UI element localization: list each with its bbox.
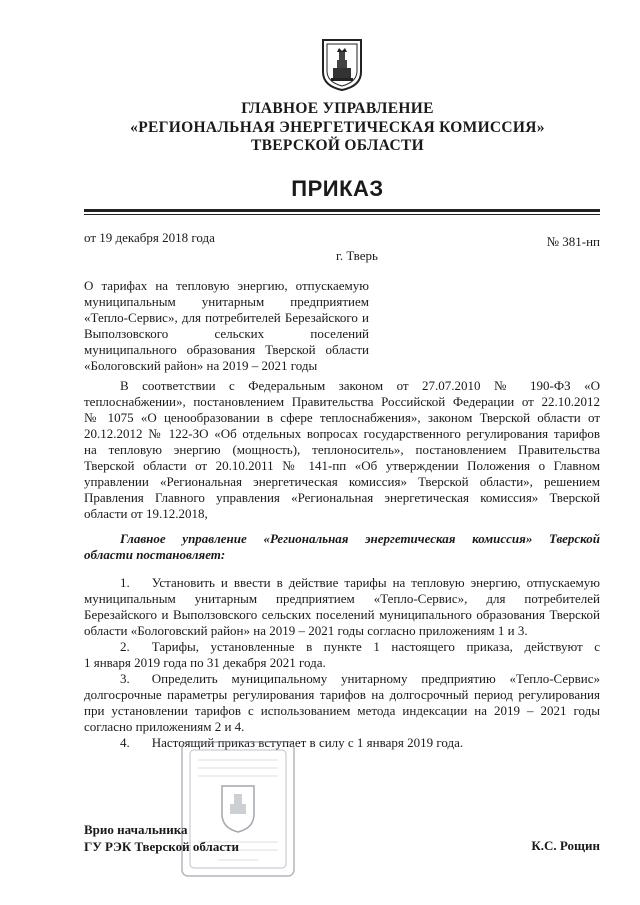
item-first-line xyxy=(84,639,600,655)
header-rule-thin xyxy=(84,214,600,215)
document-subject xyxy=(84,278,369,374)
official-stamp-icon xyxy=(178,738,298,880)
item-text-line: 1 января 2019 года по 31 декабря 2021 года. xyxy=(84,655,326,670)
item-text-line: Березайского и Выползовского сельских поселений муниципального образования Тверской xyxy=(84,607,600,622)
document-city: г. Тверь xyxy=(336,248,378,263)
preamble-line: Правления Главного управления «Региональная энергетическая комиссия» Тверской xyxy=(84,490,600,505)
preamble-line: В соответствии с Федеральным законом от 27.07.2010 № 190-ФЗ «О xyxy=(120,378,600,393)
item-text: Тарифы, установленные в пункте 1 настоящего приказа, действуют с xyxy=(151,639,600,654)
coat-of-arms-icon xyxy=(321,38,363,92)
signatory-name: К.С. Рощин xyxy=(531,838,600,853)
resolution-heading xyxy=(84,531,600,563)
subject-line: «Бологовский район» на 2019 – 2021 годы xyxy=(84,358,318,373)
resolution-line: Главное управление «Региональная энергетическая комиссия» Тверской xyxy=(120,531,600,546)
item-text-line: области «Бологовский район» на 2019 – 2021 годы согласно приложениям 1 и 3. xyxy=(84,623,528,638)
resolution-item-4 xyxy=(84,735,600,751)
item-number: 4. xyxy=(120,735,130,750)
signatory-position xyxy=(84,821,239,855)
preamble-line: 20.12.2012 № 122-ЗО «Об отдельных вопросах государственного регулирования тарифов xyxy=(84,426,600,441)
item-first-line xyxy=(84,575,600,591)
signatory-position-line-2: ГУ РЭК Тверской области xyxy=(84,839,239,854)
subject-line: «Тепло-Сервис», для потребителей Березайского и xyxy=(84,310,369,325)
header-rule-thick xyxy=(84,209,600,212)
preamble-line: управлении «Региональная энергетическая комиссия» Тверской области», решением xyxy=(84,474,600,489)
item-number: 3. xyxy=(120,671,130,686)
preamble-line: № 1075 «О ценообразовании в сфере теплоснабжения», законом Тверской области от xyxy=(84,410,600,425)
item-text-line: при установлении тарифов с использованием метода индексации на 2019 – 2021 годы xyxy=(84,703,600,718)
item-text: Установить и ввести в действие тарифы на тепловую энергию, отпускаемую xyxy=(151,575,600,590)
resolution-item-3 xyxy=(84,671,600,735)
org-name-line-3: ТВЕРСКОЙ ОБЛАСТИ xyxy=(251,137,424,154)
resolution-items xyxy=(84,575,600,751)
item-text-line: долгосрочные параметры регулирования тарифов на долгосрочный период регулирования xyxy=(84,687,600,702)
signatory-position-line-1: Врио начальника xyxy=(84,822,188,837)
preamble-line: Тверской области от 20.10.2011 № 141-пп «Об утверждении Положения о Главном xyxy=(84,458,600,473)
preamble-paragraph xyxy=(84,378,600,522)
item-text-line: согласно приложениям 2 и 4. xyxy=(84,719,245,734)
subject-line: Выползовского сельских поселений xyxy=(84,326,369,341)
document-type: ПРИКАЗ xyxy=(291,176,384,201)
preamble-line: на тепловую энергию (мощность), теплоноситель», постановлением Правительства xyxy=(84,442,600,457)
preamble-line: области от 19.12.2018, xyxy=(84,506,208,521)
item-number: 2. xyxy=(120,639,130,654)
subject-line: О тарифах на тепловую энергию, отпускаемую xyxy=(84,278,369,293)
subject-line: муниципального образования Тверской области xyxy=(84,342,369,357)
org-name-line-1: ГЛАВНОЕ УПРАВЛЕНИЕ xyxy=(241,100,434,117)
resolution-line: области постановляет: xyxy=(84,547,226,562)
preamble-line: теплоснабжении», постановлением Правительства Российской Федерации от 22.10.2012 xyxy=(84,394,600,409)
item-text: Определить муниципальному унитарному предприятию «Тепло-Сервис» xyxy=(151,671,600,686)
org-name-line-2: «РЕГИОНАЛЬНАЯ ЭНЕРГЕТИЧЕСКАЯ КОМИССИЯ» xyxy=(130,119,545,136)
item-first-line xyxy=(84,735,600,751)
item-text: Настоящий приказ вступает в силу с 1 января 2019 года. xyxy=(151,735,464,750)
resolution-item-2 xyxy=(84,639,600,671)
document-number: № 381-нп xyxy=(546,234,600,249)
item-text-line: муниципальным унитарным предприятием «Тепло-Сервис», для потребителей xyxy=(84,591,600,606)
resolution-item-1 xyxy=(84,575,600,639)
item-first-line xyxy=(84,671,600,687)
subject-line: муниципальным унитарным предприятием xyxy=(84,294,369,309)
item-number: 1. xyxy=(120,575,130,590)
document-date: от 19 декабря 2018 года xyxy=(84,230,215,245)
